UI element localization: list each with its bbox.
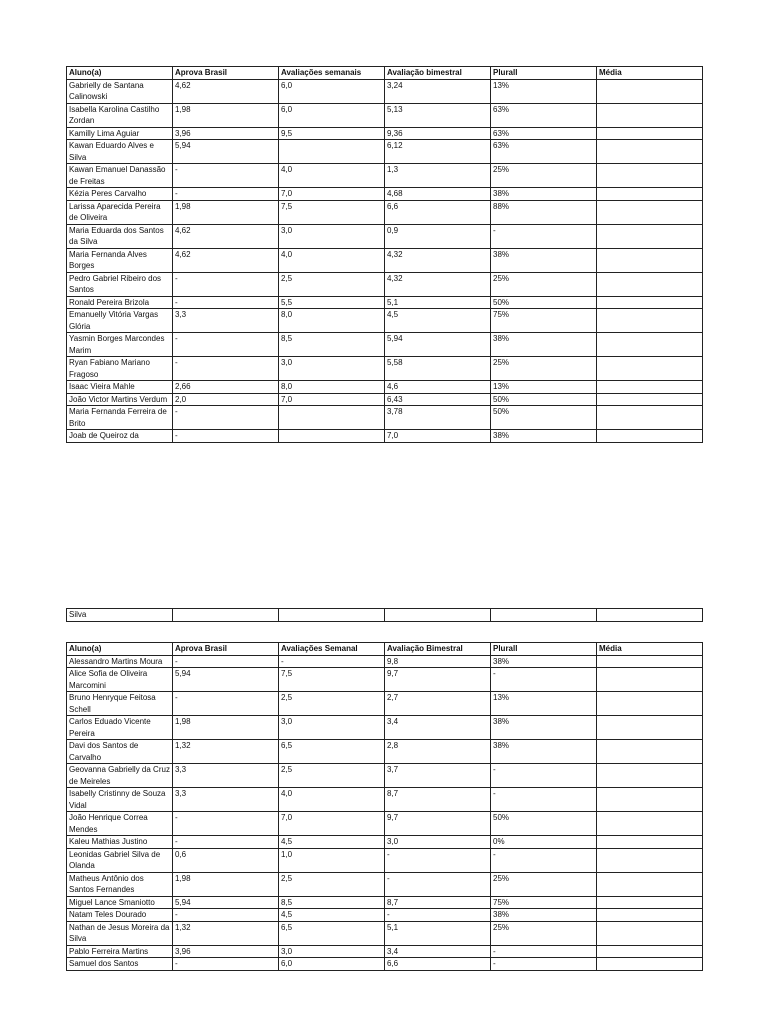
column-header: Avaliação Bimestral — [385, 643, 491, 656]
grade-cell — [597, 668, 703, 692]
grade-cell: 6,12 — [385, 140, 491, 164]
grade-cell — [385, 609, 491, 622]
student-name-cell: Pablo Ferreira Martins — [67, 945, 173, 958]
grade-cell: 7,5 — [279, 668, 385, 692]
student-name-cell: Maria Eduarda dos Santos da Silva — [67, 224, 173, 248]
grade-cell: 4,0 — [279, 248, 385, 272]
grade-cell: 6,5 — [279, 740, 385, 764]
grades-table-2 — [66, 642, 703, 971]
grade-cell: 0,6 — [173, 848, 279, 872]
grade-cell — [597, 393, 703, 406]
column-header: Aprova Brasil — [173, 643, 279, 656]
grade-cell: 3,0 — [385, 836, 491, 849]
grade-cell — [597, 200, 703, 224]
column-header: Avaliação bimestral — [385, 67, 491, 80]
student-name-cell: Kawan Emanuel Danassão de Freitas — [67, 164, 173, 188]
grade-cell: 6,5 — [279, 921, 385, 945]
grade-cell: - — [491, 764, 597, 788]
grade-cell: 5,94 — [173, 140, 279, 164]
grade-cell: 4,62 — [173, 79, 279, 103]
grade-cell: 6,0 — [279, 79, 385, 103]
grade-cell: 4,32 — [385, 272, 491, 296]
table-row — [67, 788, 703, 812]
grade-cell: 7,0 — [279, 188, 385, 201]
grade-cell: - — [173, 164, 279, 188]
grade-cell — [597, 921, 703, 945]
table-row — [67, 430, 703, 443]
grade-cell — [597, 740, 703, 764]
table-row — [67, 272, 703, 296]
student-name-cell: Ronald Pereira Brizola — [67, 296, 173, 309]
grade-cell — [491, 609, 597, 622]
table-row — [67, 188, 703, 201]
grade-cell: 1,3 — [385, 164, 491, 188]
grade-cell: 4,62 — [173, 248, 279, 272]
grade-cell: 3,4 — [385, 716, 491, 740]
grade-cell — [597, 381, 703, 394]
grade-cell: - — [173, 692, 279, 716]
table-row — [67, 812, 703, 836]
table-row — [67, 248, 703, 272]
grade-cell: 3,0 — [279, 716, 385, 740]
grade-cell — [597, 872, 703, 896]
grade-cell: 1,98 — [173, 103, 279, 127]
grade-cell: 7,0 — [279, 812, 385, 836]
grade-cell: - — [173, 296, 279, 309]
grade-cell: 3,7 — [385, 764, 491, 788]
student-name-cell: Kézia Peres Carvalho — [67, 188, 173, 201]
grade-cell: 63% — [491, 140, 597, 164]
grade-cell: 3,4 — [385, 945, 491, 958]
grade-cell: 50% — [491, 812, 597, 836]
grade-cell — [597, 357, 703, 381]
table-row — [67, 164, 703, 188]
grade-cell: 5,1 — [385, 296, 491, 309]
grade-cell: - — [385, 909, 491, 922]
student-name-cell: Ryan Fabiano Mariano Fragoso — [67, 357, 173, 381]
student-name-cell: Maria Fernanda Alves Borges — [67, 248, 173, 272]
table-row — [67, 200, 703, 224]
grade-cell: 38% — [491, 188, 597, 201]
table-row — [67, 740, 703, 764]
student-name-cell: João Victor Martins Verdum — [67, 393, 173, 406]
grade-cell: 5,94 — [173, 668, 279, 692]
grade-cell: 88% — [491, 200, 597, 224]
table-row — [67, 79, 703, 103]
grade-cell: 13% — [491, 79, 597, 103]
student-name-cell: João Henrique Correa Mendes — [67, 812, 173, 836]
table-row — [67, 357, 703, 381]
grade-cell: 1,0 — [279, 848, 385, 872]
grade-cell: 3,3 — [173, 309, 279, 333]
column-header: Aprova Brasil — [173, 67, 279, 80]
student-name-cell: Kaleu Mathias Justino — [67, 836, 173, 849]
column-header: Plurall — [491, 643, 597, 656]
table-row — [67, 909, 703, 922]
grade-cell — [279, 140, 385, 164]
grade-cell: 8,5 — [279, 896, 385, 909]
grade-cell — [597, 945, 703, 958]
grade-cell — [597, 309, 703, 333]
grade-cell: 25% — [491, 272, 597, 296]
table-row — [67, 692, 703, 716]
grade-cell: - — [385, 848, 491, 872]
table-row — [67, 127, 703, 140]
table-body — [67, 609, 703, 622]
student-name-cell: Yasmin Borges Marcondes Marim — [67, 333, 173, 357]
table-row — [67, 872, 703, 896]
student-name-cell: Isabelly Cristinny de Souza Vidal — [67, 788, 173, 812]
grade-cell: 1,98 — [173, 716, 279, 740]
grade-cell: 0,9 — [385, 224, 491, 248]
grade-cell: 3,0 — [279, 357, 385, 381]
grades-table-1 — [66, 66, 703, 443]
grade-cell: - — [491, 848, 597, 872]
grade-cell: 13% — [491, 381, 597, 394]
grade-cell: - — [491, 958, 597, 971]
grade-cell — [597, 909, 703, 922]
grade-cell: 9,7 — [385, 668, 491, 692]
column-header: Média — [597, 643, 703, 656]
grade-cell — [597, 655, 703, 668]
student-name-cell: Leonidas Gabriel Silva de Olanda — [67, 848, 173, 872]
grade-cell — [597, 896, 703, 909]
student-name-cell: Silva — [67, 609, 173, 622]
column-header: Média — [597, 67, 703, 80]
student-name-cell: Alice Sofia de Oliveira Marcomini — [67, 668, 173, 692]
grade-cell: 5,13 — [385, 103, 491, 127]
grade-cell: 13% — [491, 692, 597, 716]
column-header: Aluno(a) — [67, 67, 173, 80]
grade-cell: 38% — [491, 740, 597, 764]
grade-cell: 3,0 — [279, 945, 385, 958]
grade-cell: 8,7 — [385, 788, 491, 812]
table-row — [67, 764, 703, 788]
table-row — [67, 224, 703, 248]
grade-cell: 6,6 — [385, 958, 491, 971]
grade-cell: 2,7 — [385, 692, 491, 716]
grade-cell: 9,36 — [385, 127, 491, 140]
student-name-cell: Davi dos Santos de Carvalho — [67, 740, 173, 764]
table-row — [67, 896, 703, 909]
grade-cell: 75% — [491, 896, 597, 909]
student-name-cell: Geovanna Gabrielly da Cruz de Meireles — [67, 764, 173, 788]
table-row — [67, 958, 703, 971]
grade-cell: 4,32 — [385, 248, 491, 272]
grade-cell: 38% — [491, 248, 597, 272]
grade-cell — [597, 127, 703, 140]
grade-cell — [279, 430, 385, 443]
grade-cell: 3,24 — [385, 79, 491, 103]
grade-cell: 63% — [491, 127, 597, 140]
grade-cell — [597, 812, 703, 836]
grade-cell: 4,5 — [279, 909, 385, 922]
grade-cell: 3,3 — [173, 764, 279, 788]
student-name-cell: Isaac Vieira Mahle — [67, 381, 173, 394]
grade-cell: 6,6 — [385, 200, 491, 224]
student-name-cell: Gabrielly de Santana Calinowski — [67, 79, 173, 103]
grade-cell: 50% — [491, 296, 597, 309]
grade-cell — [279, 406, 385, 430]
grade-cell: 3,78 — [385, 406, 491, 430]
grade-cell: 8,7 — [385, 896, 491, 909]
grade-cell — [597, 164, 703, 188]
grade-cell: 38% — [491, 655, 597, 668]
grade-cell: 2,5 — [279, 692, 385, 716]
grade-cell: 3,96 — [173, 127, 279, 140]
grade-cell — [597, 188, 703, 201]
table-row — [67, 309, 703, 333]
table-row — [67, 393, 703, 406]
table-row — [67, 668, 703, 692]
grade-cell: - — [173, 406, 279, 430]
grade-cell — [597, 103, 703, 127]
table-body — [67, 655, 703, 970]
grade-cell: 3,3 — [173, 788, 279, 812]
grade-cell: 6,43 — [385, 393, 491, 406]
grade-cell: 7,0 — [279, 393, 385, 406]
grade-cell — [597, 140, 703, 164]
student-name-cell: Bruno Henryque Feitosa Schell — [67, 692, 173, 716]
grade-cell: 1,98 — [173, 872, 279, 896]
header-row — [67, 643, 703, 656]
student-name-cell: Emanuelly Vitória Vargas Glória — [67, 309, 173, 333]
grade-cell: - — [491, 945, 597, 958]
grade-cell: 38% — [491, 430, 597, 443]
grades-table-1-continued — [66, 608, 703, 622]
grade-cell: 4,62 — [173, 224, 279, 248]
grade-cell — [597, 958, 703, 971]
table-row — [67, 921, 703, 945]
grade-cell: 2,5 — [279, 764, 385, 788]
grade-cell: 6,0 — [279, 958, 385, 971]
grade-cell: 25% — [491, 164, 597, 188]
grade-cell: 4,5 — [385, 309, 491, 333]
grade-cell — [597, 716, 703, 740]
grade-cell — [597, 609, 703, 622]
table-row — [67, 945, 703, 958]
grade-cell — [597, 848, 703, 872]
grade-cell: - — [173, 836, 279, 849]
grade-cell: 5,1 — [385, 921, 491, 945]
grade-cell: 1,98 — [173, 200, 279, 224]
grade-cell: 2,5 — [279, 872, 385, 896]
student-name-cell: Samuel dos Santos — [67, 958, 173, 971]
student-name-cell: Miguel Lance Smaniotto — [67, 896, 173, 909]
table-row — [67, 333, 703, 357]
table-row — [67, 103, 703, 127]
grade-cell: - — [491, 788, 597, 812]
grade-cell: 50% — [491, 406, 597, 430]
column-header: Aluno(a) — [67, 643, 173, 656]
student-name-cell: Alessandro Martins Moura — [67, 655, 173, 668]
student-name-cell: Joab de Queiroz da — [67, 430, 173, 443]
grade-cell: - — [173, 812, 279, 836]
student-name-cell: Carlos Eduado Vicente Pereira — [67, 716, 173, 740]
grade-cell: 1,32 — [173, 740, 279, 764]
grade-cell: 5,94 — [173, 896, 279, 909]
table-row — [67, 140, 703, 164]
grade-cell: - — [491, 224, 597, 248]
table-row — [67, 836, 703, 849]
grade-cell: 63% — [491, 103, 597, 127]
grade-cell: - — [173, 333, 279, 357]
grade-cell: 38% — [491, 333, 597, 357]
grade-cell — [597, 430, 703, 443]
grade-cell: 6,0 — [279, 103, 385, 127]
grade-cell: 4,0 — [279, 164, 385, 188]
student-name-cell: Matheus Antônio dos Santos Fernandes — [67, 872, 173, 896]
grade-cell: 8,5 — [279, 333, 385, 357]
student-name-cell: Isabella Karolina Castilho Zordan — [67, 103, 173, 127]
grade-cell: 38% — [491, 909, 597, 922]
grade-cell: 3,0 — [279, 224, 385, 248]
grade-cell — [597, 296, 703, 309]
grade-cell: 4,0 — [279, 788, 385, 812]
grade-cell: - — [173, 357, 279, 381]
student-name-cell: Maria Fernanda Ferreira de Brito — [67, 406, 173, 430]
grade-cell: - — [173, 958, 279, 971]
table-row — [67, 609, 703, 622]
grade-cell — [597, 224, 703, 248]
grade-cell — [597, 764, 703, 788]
grade-cell: - — [173, 655, 279, 668]
grade-cell: - — [279, 655, 385, 668]
grade-cell: 1,32 — [173, 921, 279, 945]
grade-cell — [597, 272, 703, 296]
column-header: Plurall — [491, 67, 597, 80]
grade-cell — [597, 79, 703, 103]
column-header: Avaliações semanais — [279, 67, 385, 80]
grade-cell: 7,5 — [279, 200, 385, 224]
student-name-cell: Kamilly Lima Aguiar — [67, 127, 173, 140]
grade-cell: 25% — [491, 357, 597, 381]
grade-cell: 9,7 — [385, 812, 491, 836]
grade-cell: - — [385, 872, 491, 896]
grade-cell: 25% — [491, 921, 597, 945]
table-row — [67, 848, 703, 872]
grade-cell: 9,8 — [385, 655, 491, 668]
table-body — [67, 79, 703, 442]
grade-cell: 75% — [491, 309, 597, 333]
grade-cell: 3,96 — [173, 945, 279, 958]
grade-cell: - — [173, 430, 279, 443]
grade-cell: 50% — [491, 393, 597, 406]
grade-cell — [597, 788, 703, 812]
grade-cell: 25% — [491, 872, 597, 896]
column-header: Avaliações Semanal — [279, 643, 385, 656]
grade-cell: 2,0 — [173, 393, 279, 406]
student-name-cell: Kawan Eduardo Alves e Silva — [67, 140, 173, 164]
grade-cell: 9,5 — [279, 127, 385, 140]
header-row — [67, 67, 703, 80]
grade-cell — [597, 692, 703, 716]
student-name-cell: Nathan de Jesus Moreira da Silva — [67, 921, 173, 945]
grade-cell: 8,0 — [279, 381, 385, 394]
table-row — [67, 296, 703, 309]
grade-cell: 2,66 — [173, 381, 279, 394]
student-name-cell: Natam Teles Dourado — [67, 909, 173, 922]
grade-cell: - — [173, 909, 279, 922]
grade-cell: 8,0 — [279, 309, 385, 333]
grade-cell: 2,5 — [279, 272, 385, 296]
grade-cell — [597, 406, 703, 430]
grade-cell: - — [173, 272, 279, 296]
table-row — [67, 406, 703, 430]
grade-cell — [597, 836, 703, 849]
grade-cell — [597, 333, 703, 357]
student-name-cell: Pedro Gabriel Ribeiro dos Santos — [67, 272, 173, 296]
table-row — [67, 381, 703, 394]
grade-cell: 4,68 — [385, 188, 491, 201]
table-row — [67, 655, 703, 668]
grade-cell — [173, 609, 279, 622]
grade-cell: 5,5 — [279, 296, 385, 309]
grade-cell — [279, 609, 385, 622]
grade-cell: - — [491, 668, 597, 692]
grade-cell: 2,8 — [385, 740, 491, 764]
grade-cell: 5,94 — [385, 333, 491, 357]
grade-cell: 4,5 — [279, 836, 385, 849]
grade-cell: - — [173, 188, 279, 201]
student-name-cell: Larissa Aparecida Pereira de Oliveira — [67, 200, 173, 224]
grade-cell: 38% — [491, 716, 597, 740]
grade-cell: 7,0 — [385, 430, 491, 443]
grade-cell: 0% — [491, 836, 597, 849]
table-row — [67, 716, 703, 740]
grade-cell: 4,6 — [385, 381, 491, 394]
grade-cell: 5,58 — [385, 357, 491, 381]
grade-cell — [597, 248, 703, 272]
